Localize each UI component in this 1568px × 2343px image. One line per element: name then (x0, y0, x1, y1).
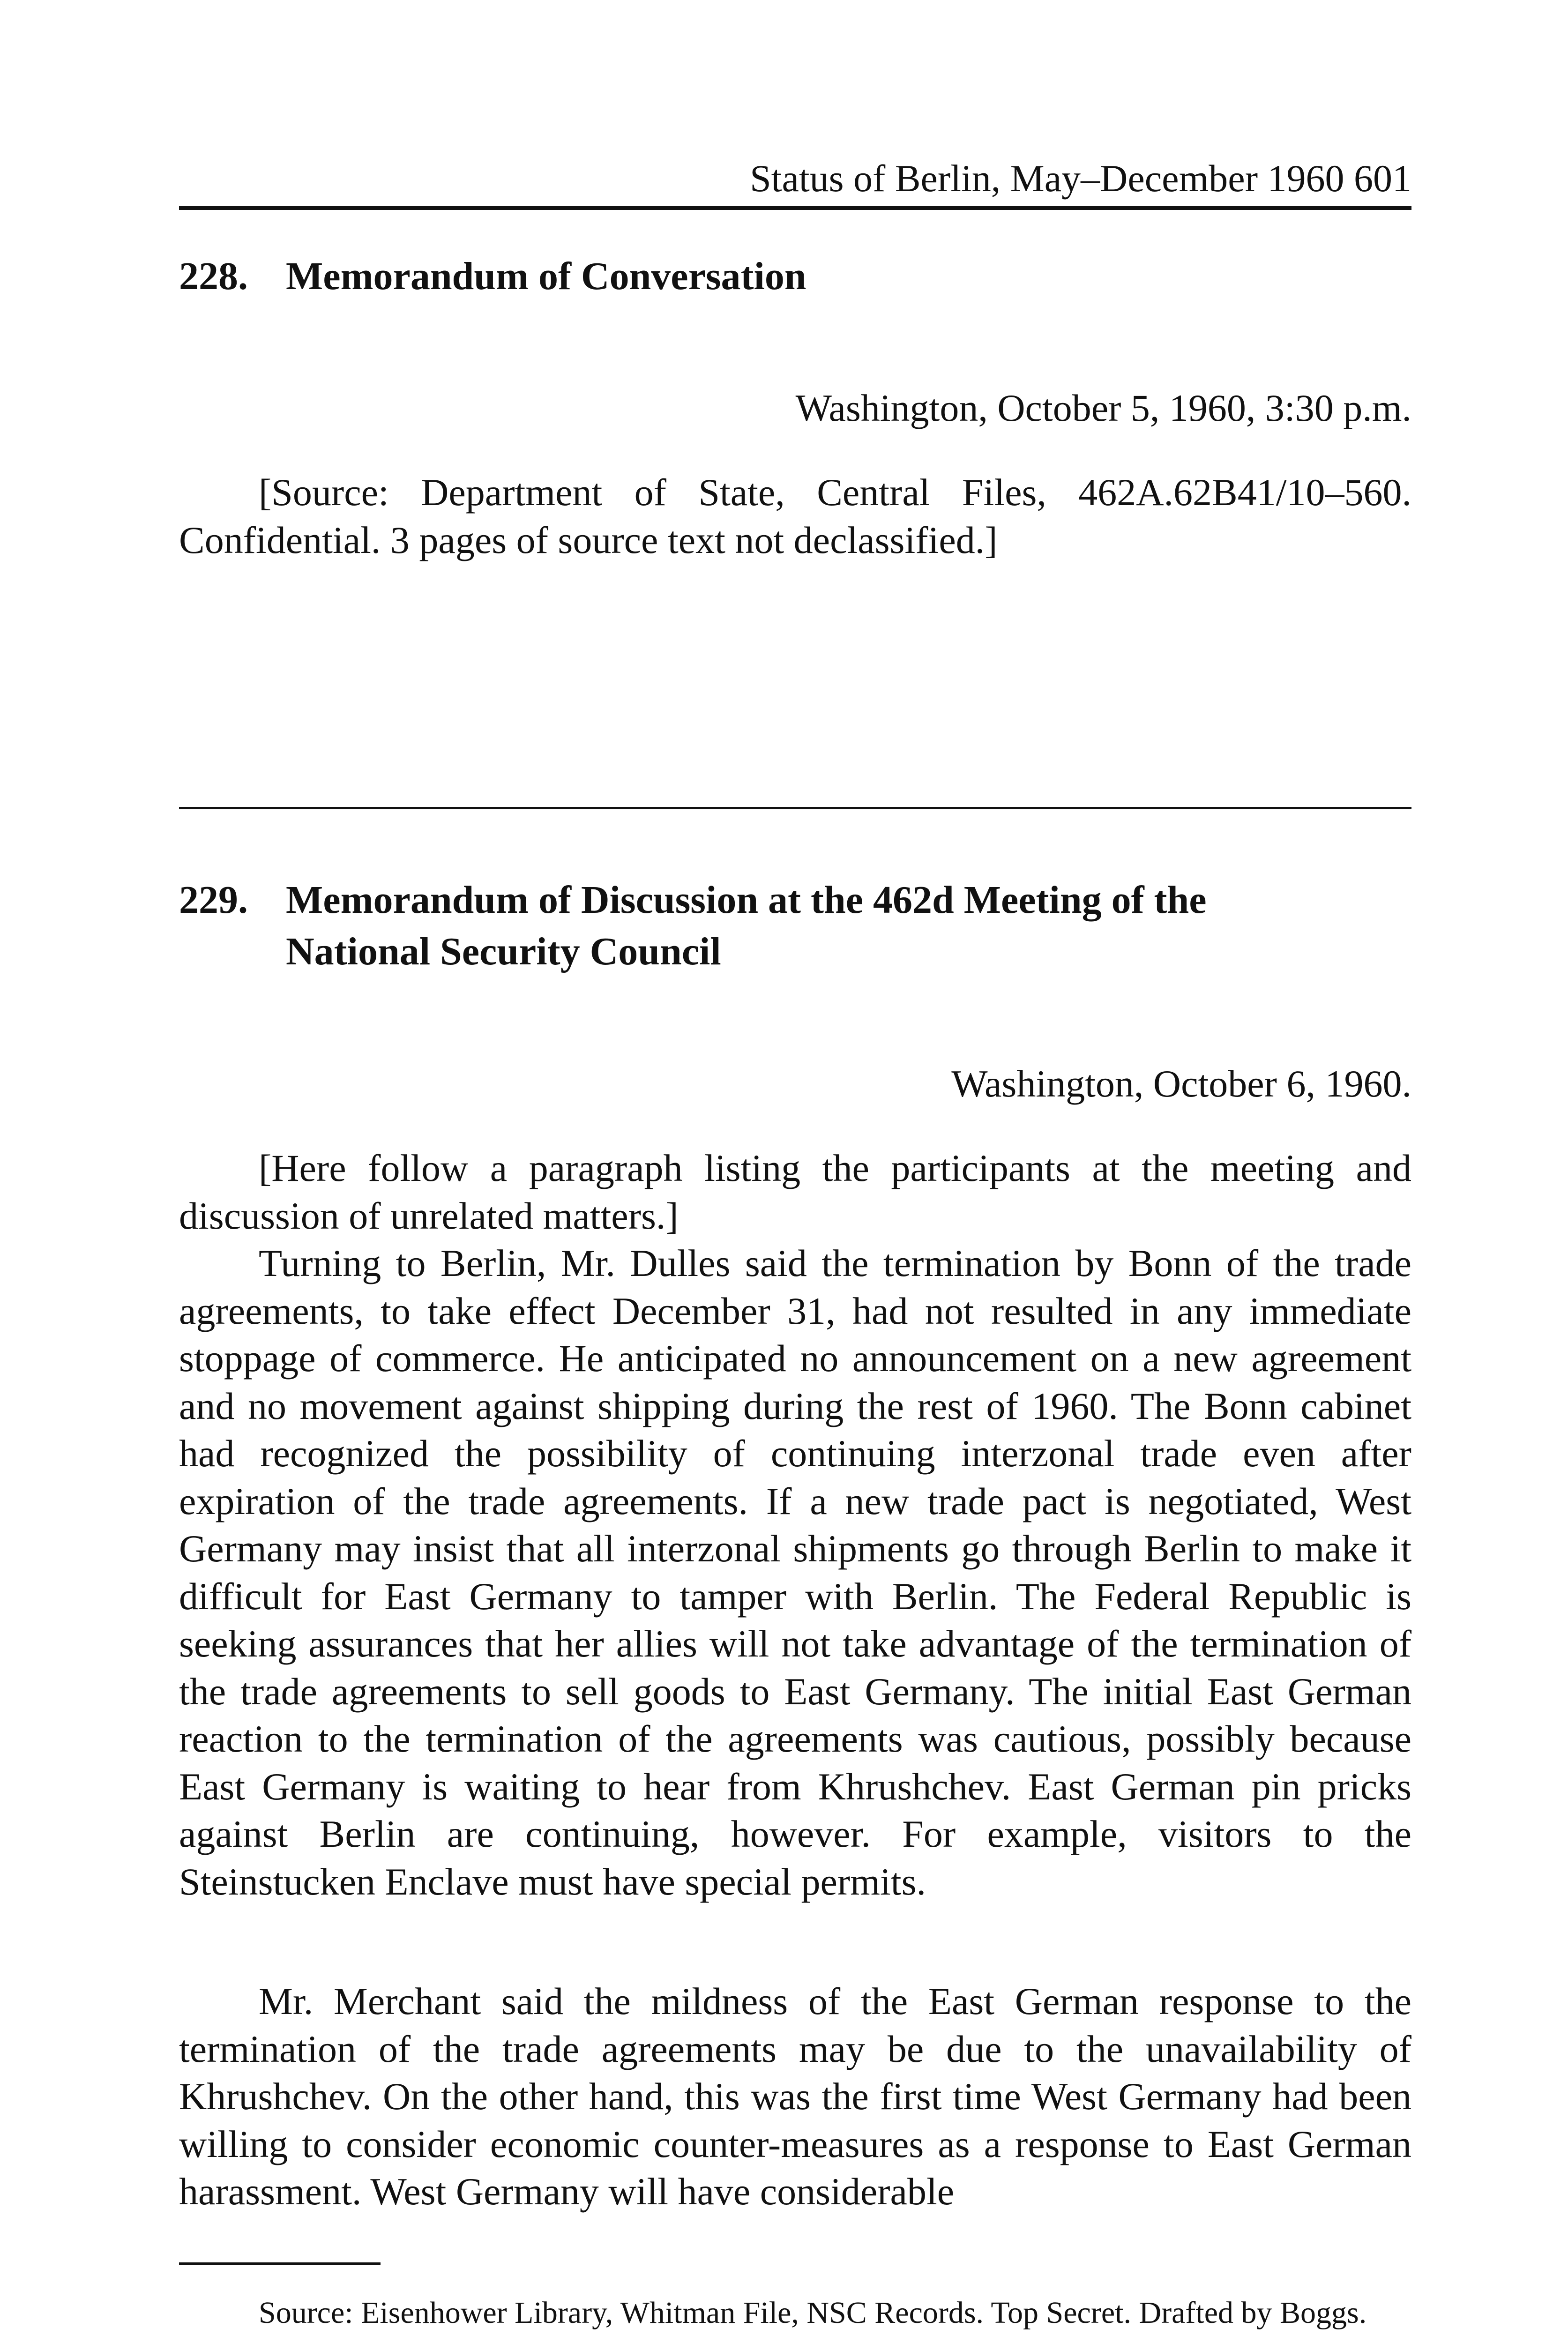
doc-229-number: 229. (179, 878, 248, 922)
doc-228-dateline: Washington, October 5, 1960, 3:30 p.m. (795, 387, 1411, 429)
section-divider-rule (179, 807, 1411, 809)
doc-229-paragraph-dulles: Turning to Berlin, Mr. Dulles said the termination by Bonn of the trade agreements, to take effect December 31, had not resulted in any immediate stoppage of commerce. He anticipated no announcement on a new agreement and no movement against shipping during the rest of 1960. The Bonn cabinet had recognized the possibility of continuing interzonal trade even after expiration of the trade agreements. If a new trade pact is negotiated, West Germany may insist that all interzonal shipments go through Berlin to make it difficult for East Germany to tamper with Berlin. The Federal Republic is seeking assurances that her allies will not take advantage of the termination of the trade agreements to sell goods to East Germany. The initial East German reaction to the termination of the agreements was cautious, possibly because East Germany is waiting to hear from Khrushchev. East German pin pricks against Berlin are continuing, however. For example, visitors to the Steinstucken Enclave must have special permits. (179, 1242, 1411, 1903)
running-header: Status of Berlin, May–December 1960 601 (750, 157, 1411, 200)
doc-229-heading (179, 874, 1411, 977)
doc-229-paragraph-merchant: Mr. Merchant said the mildness of the East German response to the termination of the trade agreements may be due to the unavailability of Khrushchev. On the other hand, this was the first time West Germany had been willing to consider economic counter-measures as a response to East German harassment. West Germany will have considerable (179, 1980, 1411, 2213)
footnote-rule (179, 2262, 381, 2265)
doc-229-editorial-note: [Here follow a paragraph listing the participants at the meeting and discussion of unrelated matters.] (179, 1147, 1411, 1237)
doc-228-number: 228. (179, 254, 248, 298)
doc-228-title-line: Memorandum of Conversation (286, 254, 806, 298)
doc-229-title-line-1: Memorandum of Discussion at the 462d Meeting of the (286, 878, 1207, 922)
doc-228-heading (179, 251, 1411, 302)
doc-228-title (286, 251, 1401, 302)
doc-229-title (286, 874, 1401, 977)
doc-229-dateline: Washington, October 6, 1960. (951, 1062, 1411, 1105)
header-rule (179, 206, 1411, 210)
doc-228-source-note: [Source: Department of State, Central Files, 462A.62B41/10–560. Confidential. 3 pages of source text not declassified.] (179, 471, 1411, 561)
doc-229-title-line-2: National Security Council (286, 930, 721, 973)
doc-229-source-footnote: Source: Eisenhower Library, Whitman File, NSC Records. Top Secret. Drafted by Boggs. (259, 2296, 1367, 2330)
